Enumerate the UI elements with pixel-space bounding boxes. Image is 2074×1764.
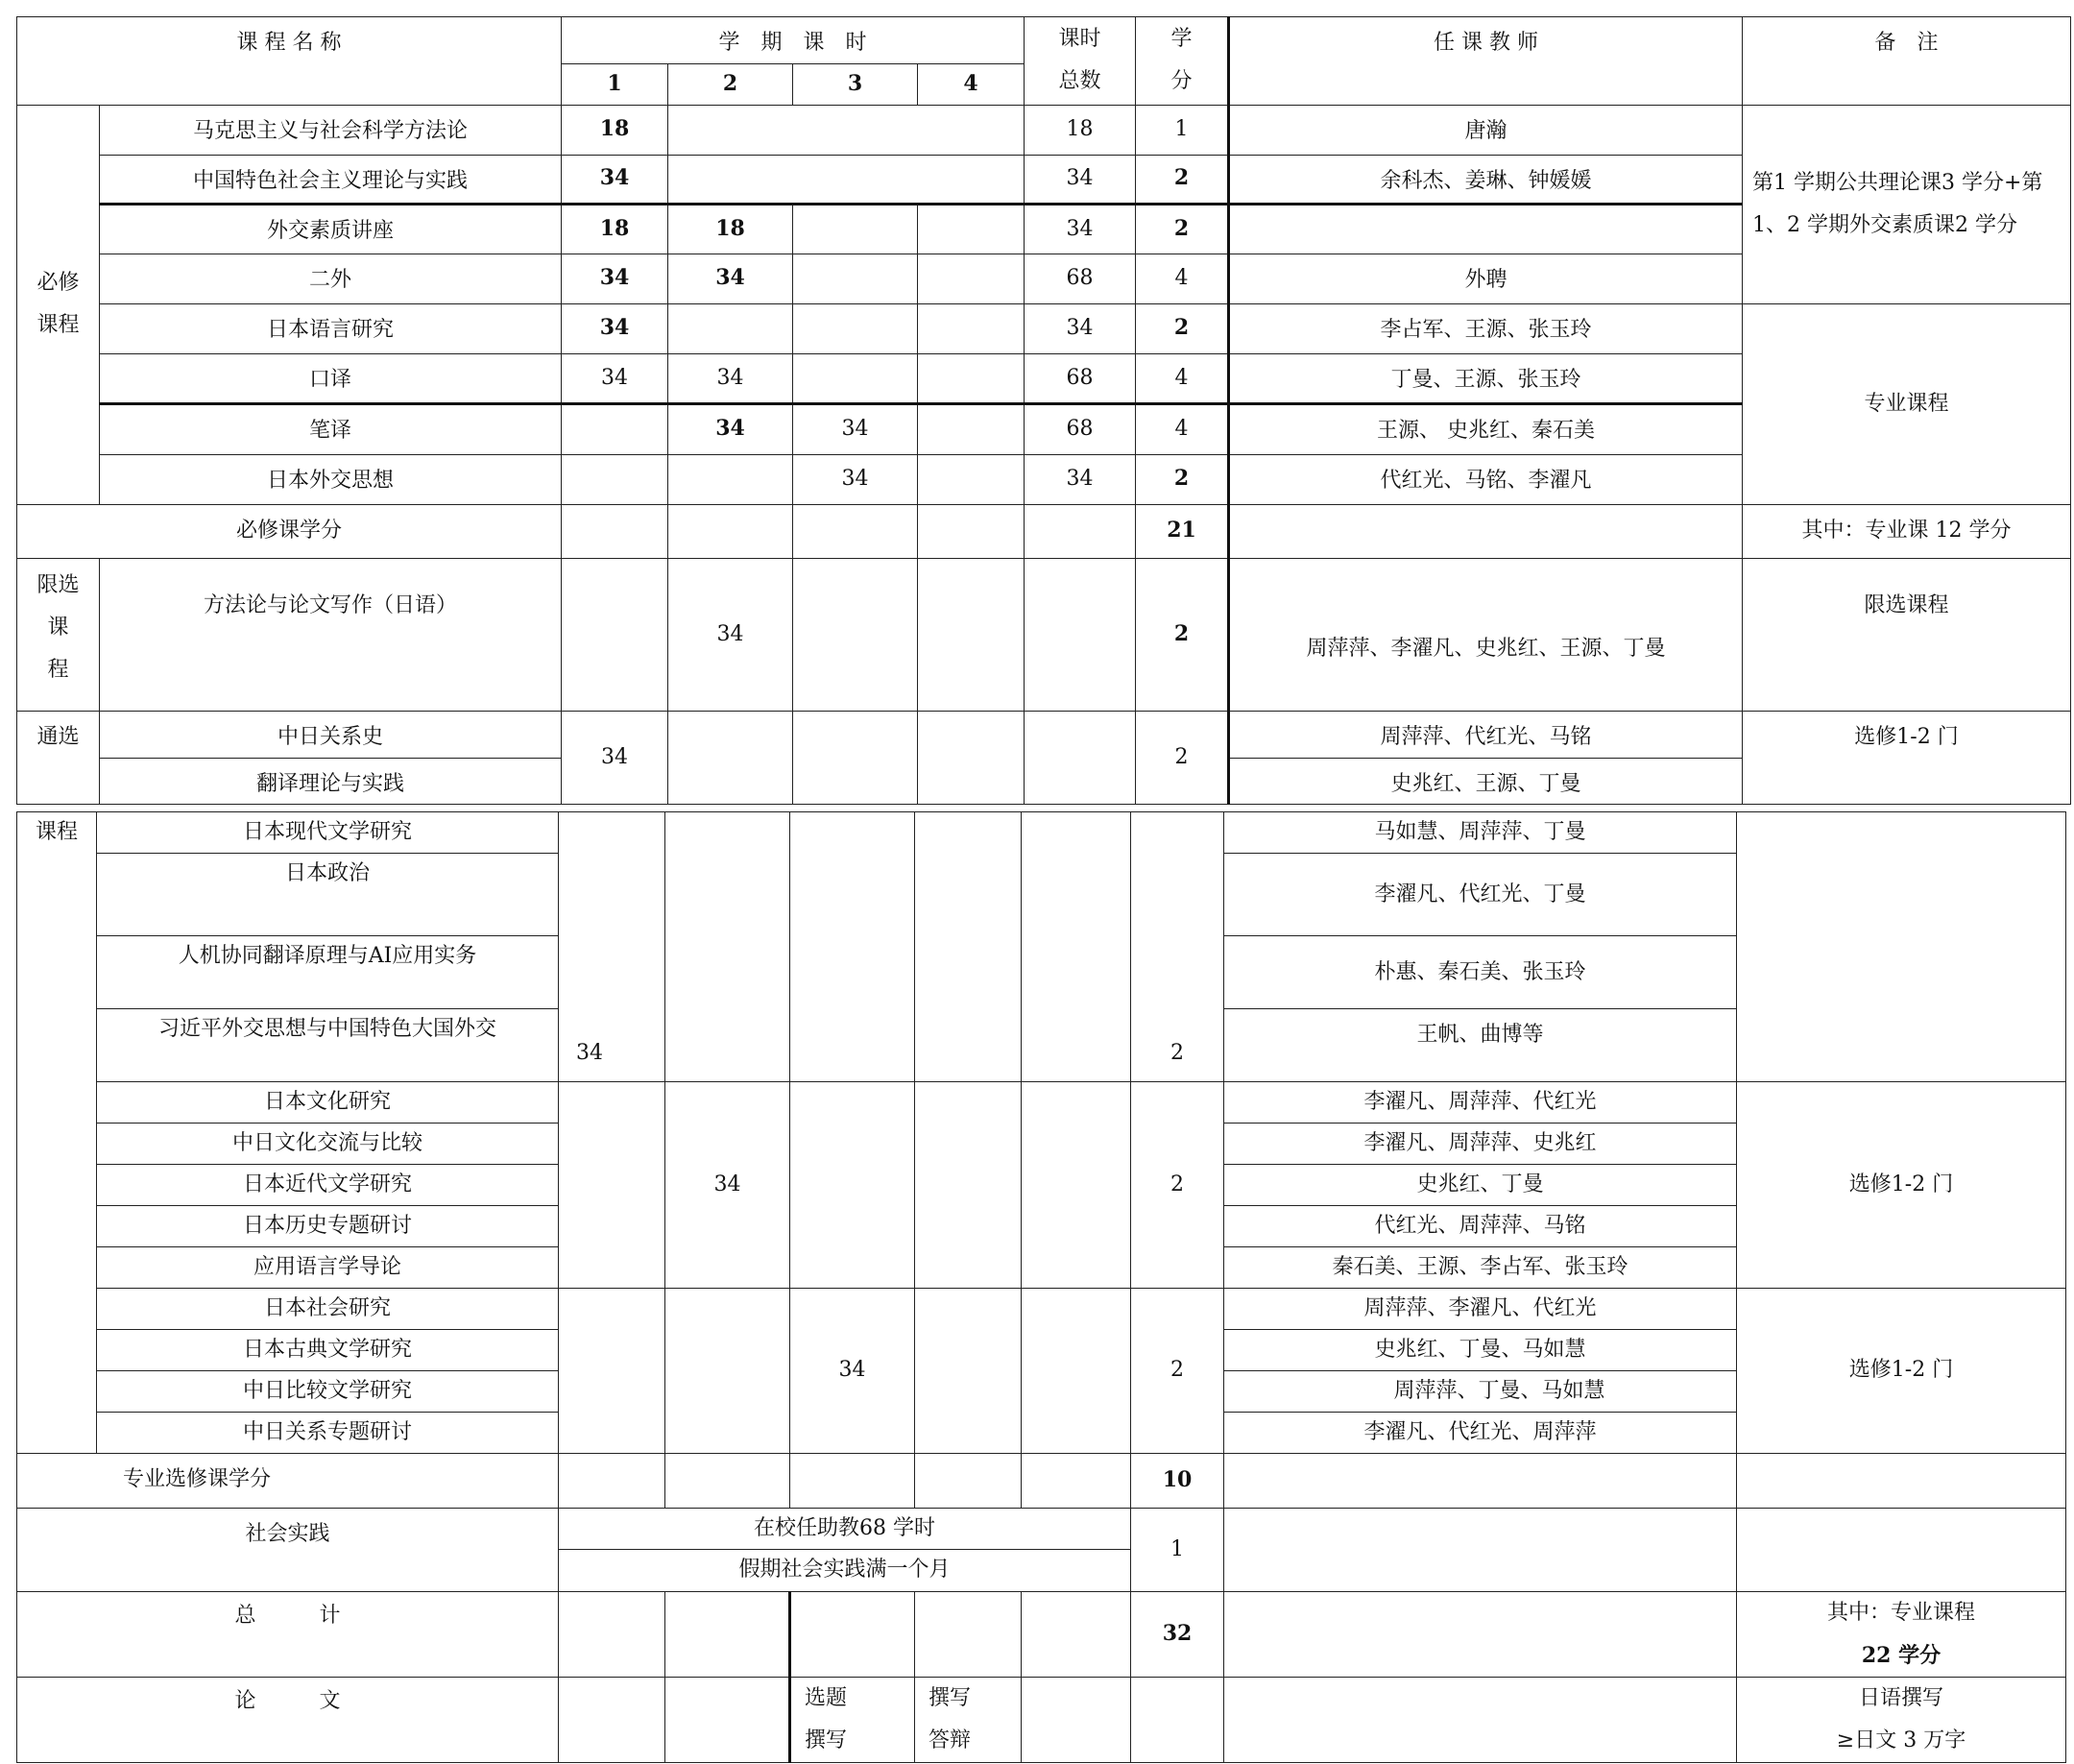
course-name: 日本文化研究 bbox=[97, 1082, 559, 1124]
empty-cell bbox=[1025, 504, 1136, 558]
hours-sem2: 34 bbox=[668, 403, 793, 454]
hours-sem1: 34 bbox=[562, 353, 668, 403]
practice-line1: 在校任助教68 学时 bbox=[559, 1508, 1131, 1549]
general-group-label: 通选 bbox=[17, 711, 100, 805]
empty-cell bbox=[562, 558, 668, 711]
hours-sem2 bbox=[668, 454, 793, 504]
remark: 选修1-2 门 bbox=[1743, 711, 2071, 805]
elective-total-credit: 10 bbox=[1131, 1453, 1224, 1508]
teacher: 丁曼、王源、张玉玲 bbox=[1229, 353, 1743, 403]
curriculum-table-lower bbox=[16, 811, 2066, 1763]
grand-total-row bbox=[17, 1591, 2066, 1677]
header-credit: 学 分 bbox=[1136, 17, 1229, 106]
credit: 2 bbox=[1136, 711, 1229, 805]
teacher: 李濯凡、代红光、丁曼 bbox=[1224, 854, 1737, 936]
course-name: 方法论与论文写作（日语） bbox=[100, 558, 562, 711]
teacher: 周萍萍、李濯凡、史兆红、王源、丁曼 bbox=[1229, 558, 1743, 711]
hours-sem2-4 bbox=[668, 155, 1025, 204]
empty-cell bbox=[793, 504, 918, 558]
table-row bbox=[17, 105, 2071, 155]
hours-sem4 bbox=[918, 204, 1025, 254]
empty-cell bbox=[1224, 1591, 1737, 1677]
course-name: 日本近代文学研究 bbox=[97, 1165, 559, 1206]
empty-cell bbox=[790, 1453, 915, 1508]
thesis-sem4: 撰写 答辩 bbox=[915, 1677, 1022, 1762]
teacher: 唐瀚 bbox=[1229, 105, 1743, 155]
hours-sem1: 34 bbox=[562, 303, 668, 353]
course-name: 日本历史专题研讨 bbox=[97, 1206, 559, 1247]
course-name: 中日关系专题研讨 bbox=[97, 1412, 559, 1453]
required-total-credit: 21 bbox=[1136, 504, 1229, 558]
total-hours: 34 bbox=[1025, 204, 1136, 254]
hours-sem2: 34 bbox=[665, 1082, 790, 1289]
credit: 2 bbox=[1136, 454, 1229, 504]
course-name: 外交素质讲座 bbox=[100, 204, 562, 254]
credit: 2 bbox=[1136, 204, 1229, 254]
practice-line2: 假期社会实践满一个月 bbox=[559, 1549, 1131, 1591]
thesis-remark: 日语撰写 ≥日文 3 万字 bbox=[1737, 1677, 2066, 1762]
empty-cell bbox=[1022, 1677, 1131, 1762]
teacher: 李濯凡、周萍萍、史兆红 bbox=[1224, 1124, 1737, 1165]
empty-cell bbox=[665, 1677, 790, 1762]
empty-cell bbox=[790, 1082, 915, 1289]
hours-sem2: 18 bbox=[668, 204, 793, 254]
teacher: 代红光、马铭、李濯凡 bbox=[1229, 454, 1743, 504]
hours-sem4 bbox=[918, 353, 1025, 403]
empty-cell bbox=[790, 812, 915, 1082]
credit: 2 bbox=[1131, 812, 1224, 1082]
empty-cell bbox=[1025, 558, 1136, 711]
thesis-row bbox=[17, 1677, 2066, 1762]
required-group-label: 必修 课程 bbox=[17, 105, 100, 504]
teacher: 余科杰、姜琳、钟媛媛 bbox=[1229, 155, 1743, 204]
practice-credit: 1 bbox=[1131, 1508, 1224, 1591]
credit: 2 bbox=[1136, 155, 1229, 204]
empty-cell bbox=[559, 1677, 665, 1762]
hours-sem2-4 bbox=[668, 105, 1025, 155]
header-sem-1: 1 bbox=[562, 63, 668, 105]
credit: 2 bbox=[1136, 558, 1229, 711]
empty-cell bbox=[1737, 1508, 2066, 1591]
empty-cell bbox=[668, 504, 793, 558]
empty-cell bbox=[918, 558, 1025, 711]
hours-sem3 bbox=[793, 353, 918, 403]
thesis-sem3: 选题 撰写 bbox=[790, 1677, 915, 1762]
curriculum-table-upper bbox=[16, 16, 2071, 805]
header-sem-3: 3 bbox=[793, 63, 918, 105]
empty-cell bbox=[1022, 812, 1131, 1082]
hours-sem3: 34 bbox=[793, 454, 918, 504]
header-teacher: 任 课 教 师 bbox=[1229, 17, 1743, 106]
empty-cell bbox=[915, 1288, 1022, 1453]
empty-cell bbox=[1022, 1082, 1131, 1289]
teacher: 代红光、周萍萍、马铭 bbox=[1224, 1206, 1737, 1247]
total-hours: 68 bbox=[1025, 403, 1136, 454]
course-name: 日本语言研究 bbox=[100, 303, 562, 353]
course-name: 应用语言学导论 bbox=[97, 1246, 559, 1288]
hours-sem1: 34 bbox=[562, 711, 668, 805]
course-name: 翻译理论与实践 bbox=[100, 758, 562, 805]
course-name: 人机协同翻译原理与AI应用实务 bbox=[97, 936, 559, 1009]
hours-sem4 bbox=[918, 254, 1025, 303]
course-name: 中日关系史 bbox=[100, 711, 562, 758]
empty-cell bbox=[562, 504, 668, 558]
teacher: 王帆、曲博等 bbox=[1224, 1009, 1737, 1082]
table-row bbox=[17, 812, 2066, 854]
table-row bbox=[17, 303, 2071, 353]
table-row bbox=[17, 711, 2071, 758]
hours-sem3 bbox=[793, 254, 918, 303]
total-hours: 34 bbox=[1025, 303, 1136, 353]
empty-cell bbox=[793, 711, 918, 805]
hours-sem1: 34 bbox=[562, 254, 668, 303]
grand-total-remark: 其中：专业课程 22 学分 bbox=[1737, 1591, 2066, 1677]
total-hours: 68 bbox=[1025, 353, 1136, 403]
course-name: 日本古典文学研究 bbox=[97, 1329, 559, 1370]
hours-sem1: 34 bbox=[559, 812, 665, 1082]
teacher: 周萍萍、李濯凡、代红光 bbox=[1224, 1288, 1737, 1329]
credit: 2 bbox=[1131, 1082, 1224, 1289]
remark-major-courses: 专业课程 bbox=[1743, 303, 2071, 504]
course-name: 口译 bbox=[100, 353, 562, 403]
empty-cell bbox=[1229, 504, 1743, 558]
course-name: 中日文化交流与比较 bbox=[97, 1124, 559, 1165]
header-semester-hours: 学 期 课 时 bbox=[562, 17, 1025, 64]
teacher: 朴惠、秦石美、张玉玲 bbox=[1224, 936, 1737, 1009]
empty-cell bbox=[790, 1591, 915, 1677]
credit: 2 bbox=[1136, 303, 1229, 353]
elective-total-label: 专业选修课学分 bbox=[17, 1453, 559, 1508]
empty-cell bbox=[915, 1082, 1022, 1289]
course-name: 马克思主义与社会科学方法论 bbox=[100, 105, 562, 155]
required-total-row bbox=[17, 504, 2071, 558]
credit: 4 bbox=[1136, 254, 1229, 303]
empty-cell bbox=[1224, 1677, 1737, 1762]
teacher: 马如慧、周萍萍、丁曼 bbox=[1224, 812, 1737, 854]
general-group-label-cont: 课程 bbox=[17, 812, 97, 1454]
teacher: 李占军、王源、张玉玲 bbox=[1229, 303, 1743, 353]
elective-total-row bbox=[17, 1453, 2066, 1508]
empty-cell bbox=[1022, 1591, 1131, 1677]
empty-cell bbox=[918, 711, 1025, 805]
course-name: 笔译 bbox=[100, 403, 562, 454]
teacher: 周萍萍、代红光、马铭 bbox=[1229, 711, 1743, 758]
course-name: 日本社会研究 bbox=[97, 1288, 559, 1329]
hours-sem2: 34 bbox=[668, 558, 793, 711]
hours-sem3: 34 bbox=[790, 1288, 915, 1453]
hours-sem1 bbox=[562, 403, 668, 454]
hours-sem1: 18 bbox=[562, 105, 668, 155]
credit: 1 bbox=[1136, 105, 1229, 155]
empty-cell bbox=[918, 504, 1025, 558]
course-name: 中日比较文学研究 bbox=[97, 1370, 559, 1412]
empty-cell bbox=[665, 1288, 790, 1453]
hours-sem4 bbox=[918, 454, 1025, 504]
empty-cell bbox=[559, 1453, 665, 1508]
header-remarks: 备 注 bbox=[1743, 17, 2071, 106]
limited-group-label: 限选 课 程 bbox=[17, 558, 100, 711]
hours-sem1: 34 bbox=[562, 155, 668, 204]
table-row bbox=[17, 1288, 2066, 1329]
header-course-name: 课 程 名 称 bbox=[17, 17, 562, 106]
total-hours: 34 bbox=[1025, 454, 1136, 504]
required-total-label: 必修课学分 bbox=[17, 504, 562, 558]
remark: 选修1-2 门 bbox=[1737, 1288, 2066, 1453]
empty-cell bbox=[559, 1591, 665, 1677]
course-name: 中国特色社会主义理论与实践 bbox=[100, 155, 562, 204]
header-sem-4: 4 bbox=[918, 63, 1025, 105]
course-name: 日本现代文学研究 bbox=[97, 812, 559, 854]
total-hours: 18 bbox=[1025, 105, 1136, 155]
table-row bbox=[17, 1082, 2066, 1124]
course-name: 日本政治 bbox=[97, 854, 559, 936]
empty-cell bbox=[665, 1453, 790, 1508]
hours-sem2: 34 bbox=[668, 353, 793, 403]
teacher: 史兆红、王源、丁曼 bbox=[1229, 758, 1743, 805]
teacher: 史兆红、丁曼、马如慧 bbox=[1224, 1329, 1737, 1370]
credit: 4 bbox=[1136, 353, 1229, 403]
teacher: 秦石美、王源、李占军、张玉玲 bbox=[1224, 1246, 1737, 1288]
empty-cell bbox=[668, 711, 793, 805]
teacher: 外聘 bbox=[1229, 254, 1743, 303]
hours-sem4 bbox=[918, 403, 1025, 454]
empty-cell bbox=[665, 1591, 790, 1677]
total-hours: 68 bbox=[1025, 254, 1136, 303]
course-name: 习近平外交思想与中国特色大国外交 bbox=[97, 1009, 559, 1082]
hours-sem3 bbox=[793, 303, 918, 353]
empty-cell bbox=[1022, 1453, 1131, 1508]
hours-sem2 bbox=[668, 303, 793, 353]
empty-cell bbox=[1737, 812, 2066, 1082]
header-sem-2: 2 bbox=[668, 63, 793, 105]
empty-cell bbox=[1737, 1453, 2066, 1508]
limited-elective-row bbox=[17, 558, 2071, 711]
empty-cell bbox=[1224, 1508, 1737, 1591]
empty-cell bbox=[559, 1288, 665, 1453]
thesis-label: 论 文 bbox=[17, 1677, 559, 1762]
hours-sem2: 34 bbox=[668, 254, 793, 303]
header-total-hours: 课时 总数 bbox=[1025, 17, 1136, 106]
empty-cell bbox=[1224, 1453, 1737, 1508]
empty-cell bbox=[559, 1082, 665, 1289]
teacher: 史兆红、丁曼 bbox=[1224, 1165, 1737, 1206]
empty-cell bbox=[915, 1591, 1022, 1677]
teacher: 周萍萍、丁曼、马如慧 bbox=[1224, 1370, 1737, 1412]
teacher: 王源、 史兆红、秦石美 bbox=[1229, 403, 1743, 454]
course-name: 二外 bbox=[100, 254, 562, 303]
remark: 选修1-2 门 bbox=[1737, 1082, 2066, 1289]
course-name: 日本外交思想 bbox=[100, 454, 562, 504]
remark: 限选课程 bbox=[1743, 558, 2071, 711]
practice-label: 社会实践 bbox=[17, 1508, 559, 1591]
grand-total-label: 总 计 bbox=[17, 1591, 559, 1677]
empty-cell bbox=[1131, 1677, 1224, 1762]
hours-sem3 bbox=[793, 204, 918, 254]
teacher bbox=[1229, 204, 1743, 254]
required-total-remark: 其中：专业课 12 学分 bbox=[1743, 504, 2071, 558]
hours-sem1 bbox=[562, 454, 668, 504]
total-hours: 34 bbox=[1025, 155, 1136, 204]
remark-public-courses: 第1 学期公共理论课3 学分+第1、2 学期外交素质课2 学分 bbox=[1743, 105, 2071, 303]
grand-total-credit: 32 bbox=[1131, 1591, 1224, 1677]
credit: 2 bbox=[1131, 1288, 1224, 1453]
empty-cell bbox=[1025, 711, 1136, 805]
empty-cell bbox=[915, 812, 1022, 1082]
empty-cell bbox=[915, 1453, 1022, 1508]
practice-row bbox=[17, 1508, 2066, 1549]
hours-sem4 bbox=[918, 303, 1025, 353]
hours-sem1: 18 bbox=[562, 204, 668, 254]
credit: 4 bbox=[1136, 403, 1229, 454]
empty-cell bbox=[665, 812, 790, 1082]
teacher: 李濯凡、周萍萍、代红光 bbox=[1224, 1082, 1737, 1124]
teacher: 李濯凡、代红光、周萍萍 bbox=[1224, 1412, 1737, 1453]
hours-sem3: 34 bbox=[793, 403, 918, 454]
empty-cell bbox=[793, 558, 918, 711]
empty-cell bbox=[1022, 1288, 1131, 1453]
